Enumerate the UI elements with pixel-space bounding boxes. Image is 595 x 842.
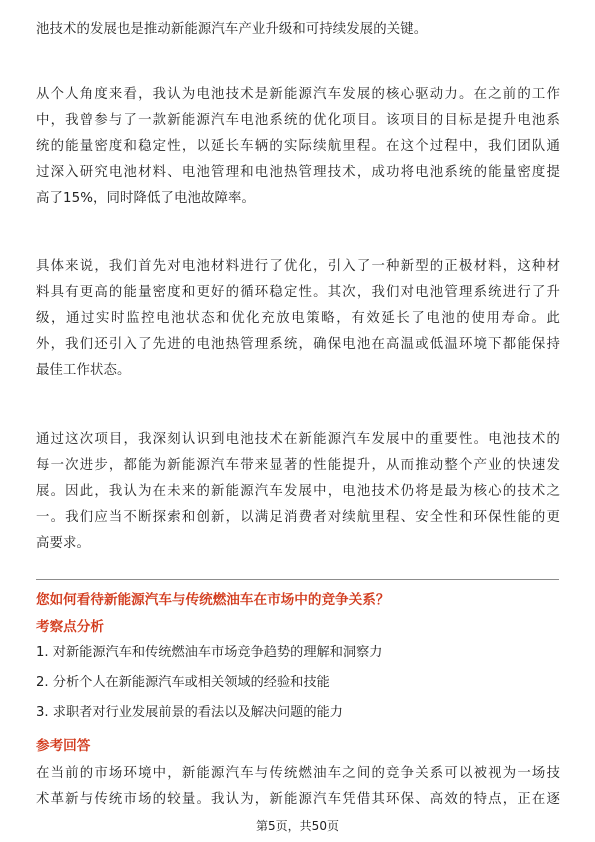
text-line: 具体来说，我们首先对电池材料进行了优化，引入了一种新型的正极材料，这种材 (36, 259, 560, 274)
text-line: 级，通过实时监控电池状态和优化充放电策略，有效延长了电池的使用寿命。此 (36, 311, 560, 326)
section-divider (36, 579, 559, 580)
text-line: 从个人角度来看，我认为电池技术是新能源汽车发展的核心驱动力。在之前的工作 (36, 87, 560, 102)
paragraph-intro-tail (36, 17, 560, 43)
paragraph-conclusion (36, 427, 560, 557)
text-line: 术革新与传统市场的较量。我认为，新能源汽车凭借其环保、高效的特点，正在逐 (36, 792, 560, 807)
question-title: 您如何看待新能源汽车与传统燃油车在市场中的竞争关系？ (36, 592, 390, 608)
page-number: 第5页，共50页 (256, 819, 339, 833)
text-line: 每一次进步，都能为新能源汽车带来显著的性能提升，从而推动整个产业的快速发 (36, 458, 560, 473)
text-line: 外，我们还引入了先进的电池热管理系统，确保电池在高温或低温环境下都能保持 (36, 337, 560, 352)
text-line: 统的能量密度和稳定性，以延长车辆的实际续航里程。在这个过程中，我们团队通 (36, 139, 560, 154)
analysis-item: 1. 对新能源汽车和传统燃油车市场竞争趋势的理解和洞察力 (36, 645, 383, 660)
text-line: 高了15%，同时降低了电池故障率。 (36, 191, 255, 206)
text-line: 中，我曾参与了一款新能源汽车电池系统的优化项目。该项目的目标是提升电池系 (36, 113, 560, 128)
analysis-heading: 考察点分析 (36, 619, 104, 635)
text-line: 料具有更高的能量密度和更好的循环稳定性。其次，我们对电池管理系统进行了升 (36, 285, 560, 300)
text-line: 在当前的市场环境中，新能源汽车与传统燃油车之间的竞争关系可以被视为一场技 (36, 766, 560, 781)
answer-heading: 参考回答 (36, 738, 91, 754)
analysis-item: 2. 分析个人在新能源汽车或相关领域的经验和技能 (36, 675, 330, 690)
text-line: 展。因此，我认为在未来的新能源汽车发展中，电池技术仍将是最为核心的技术之 (36, 484, 560, 499)
text-line: 池技术的发展也是推动新能源汽车产业升级和可持续发展的关键。 (36, 22, 428, 37)
text-line: 高要求。 (36, 536, 90, 551)
text-line: 过深入研究电池材料、电池管理和电池热管理技术，成功将电池系统的能量密度提 (36, 165, 560, 180)
text-line: 通过这次项目，我深刻认识到电池技术在新能源汽车发展中的重要性。电池技术的 (36, 432, 560, 447)
text-line: 一。我们应当不断探索和创新，以满足消费者对续航里程、安全性和环保性能的更 (36, 510, 560, 525)
text-line: 最佳工作状态。 (36, 363, 131, 378)
paragraph-answer (36, 761, 560, 813)
analysis-item: 3. 求职者对行业发展前景的看法以及解决问题的能力 (36, 705, 343, 720)
paragraph-details (36, 254, 560, 384)
paragraph-personal-view (36, 82, 560, 212)
